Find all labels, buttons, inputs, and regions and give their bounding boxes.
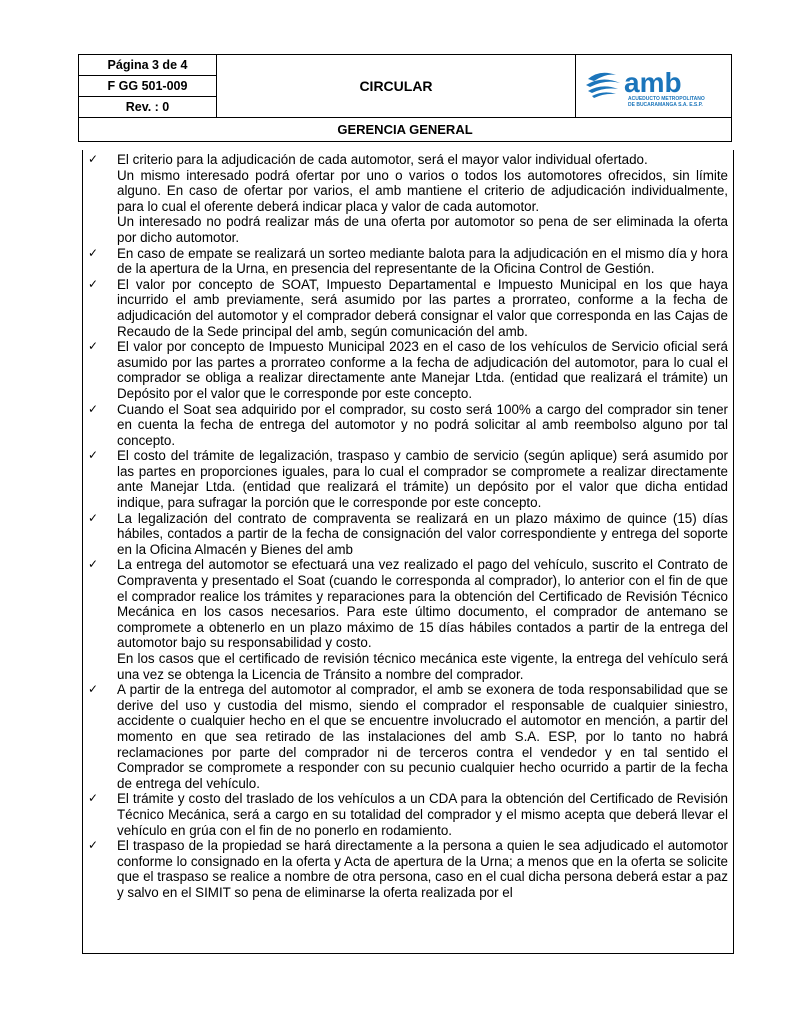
list-item bbox=[88, 682, 728, 791]
item-paragraph: En caso de empate se realizará un sorteo mediante balota para la adjudicación en el mismo día y hora de la apertura de la Urna, en presencia del representante de la Oficina Control de Gestión. bbox=[117, 245, 728, 277]
document-header bbox=[78, 54, 732, 142]
company-logo bbox=[576, 55, 732, 118]
checkmark-icon: ✓ bbox=[88, 510, 99, 525]
logo-subtitle-line2: DE BUCARAMANGA S.A. E.S.P. bbox=[627, 102, 703, 108]
document-code: F GG 501-009 bbox=[79, 76, 217, 97]
item-paragraph: Un interesado no podrá realizar más de una oferta por automotor so pena de ser eliminada la oferta por dicho automotor. bbox=[117, 214, 728, 245]
department-heading: GERENCIA GENERAL bbox=[79, 118, 732, 142]
list-item bbox=[88, 277, 728, 339]
list-item bbox=[88, 402, 728, 449]
list-item bbox=[88, 448, 728, 510]
item-paragraph: El costo del trámite de legalización, traspaso y cambio de servicio (según aplique) será asumido por las partes en proporciones iguales, para lo cual el comprador se compromete a realizar directamente ante Manejar Ltda. (entidad que realizará el trámite) un depósito por el valor que dicha entidad indique, para sufragar la porción que le corresponde por este concepto. bbox=[117, 448, 728, 511]
checkmark-icon: ✓ bbox=[88, 682, 99, 697]
item-paragraph: La legalización del contrato de compraventa se realizará en un plazo máximo de quince (15) días hábiles, contados a partir de la fecha de consignación del valor correspondiente y entrega del soporte en la Oficina Almacén y Bienes del amb bbox=[117, 510, 728, 557]
item-paragraph: El traspaso de la propiedad se hará directamente a la persona a quien le sea adjudicado el automotor conforme lo consignado en la oferta y Acta de apertura de la Urna; a menos que en la oferta se solicite que el traspaso se realice a nombre de otra persona, caso en el cual dicha persona deberá estar a paz y salvo en el SIMIT so pena de eliminarse la oferta realizada por el bbox=[117, 838, 728, 900]
list-item bbox=[88, 246, 728, 277]
list-item bbox=[88, 557, 728, 682]
checkmark-icon: ✓ bbox=[88, 401, 99, 416]
item-paragraph: En los casos que el certificado de revisión técnico mecánica este vigente, la entrega del vehículo será una vez se obtenga la Licencia de Tránsito a nombre del comprador. bbox=[117, 651, 728, 682]
checkmark-icon: ✓ bbox=[88, 448, 99, 463]
checkmark-icon: ✓ bbox=[88, 557, 99, 572]
checkmark-icon: ✓ bbox=[88, 791, 99, 806]
checkmark-icon: ✓ bbox=[88, 152, 99, 166]
checkmark-icon: ✓ bbox=[88, 245, 99, 260]
checkmark-icon: ✓ bbox=[88, 838, 99, 853]
item-paragraph: A partir de la entrega del automotor al comprador, el amb se exonera de toda responsabilidad que se derive del uso y custodia del mismo, siendo el comprador el responsable de cualquier siniestro, accidente o cualquier hecho en el que se encuentre involucrado el automotor en mención, a partir del momento en que sea retirado de las instalaciones del amb S.A. ESP, por lo tanto no habrá reclamaciones por parte del comprador ni de terceros contra el vendedor y en tal sentido el Comprador se compromete a responder con su pecunio cualquier hecho ocurrido a partir de la fecha de entrega del vehículo. bbox=[117, 682, 728, 791]
water-wave-icon bbox=[586, 73, 620, 98]
list-item bbox=[88, 511, 728, 558]
document-title: CIRCULAR bbox=[217, 55, 576, 118]
item-paragraph: El valor por concepto de Impuesto Municipal 2023 en el caso de los vehículos de Servicio oficial será asumido por las partes a prorrateo conforme a la fecha de adjudicación del automotor, para lo cual el comprador se obliga a realizar directamente ante Manejar Ltda. (entidad que realizará el trámite) un Depósito por el valor que le corresponde por este concepto. bbox=[117, 339, 728, 401]
revision-number: Rev. : 0 bbox=[79, 97, 217, 118]
checkmark-icon: ✓ bbox=[88, 276, 99, 291]
logo-wordmark: amb bbox=[623, 67, 682, 98]
list-item bbox=[88, 838, 728, 900]
checkmark-icon: ✓ bbox=[88, 339, 99, 354]
logo-subtitle-line1: ACUEDUCTO METROPOLITANO bbox=[627, 96, 705, 102]
list-item bbox=[88, 339, 728, 401]
item-paragraph: Cuando el Soat sea adquirido por el comprador, su costo será 100% a cargo del comprador sin tener en cuenta la fecha de entrega del automotor y no podrá solicitar al amb reembolso alguno por tal concepto. bbox=[117, 401, 728, 448]
item-paragraph: El criterio para la adjudicación de cada automotor, será el mayor valor individual ofertado. bbox=[117, 152, 648, 167]
item-paragraph: Un mismo interesado podrá ofertar por uno o varios o todos los automotores ofrecidos, sin límite alguno. En caso de ofertar por varios, el amb mantiene el criterio de adjudicación individualmente, para lo cual el oferente deberá indicar placa y valor de cada automotor. bbox=[117, 167, 728, 214]
list-item bbox=[88, 791, 728, 838]
item-paragraph: La entrega del automotor se efectuará una vez realizado el pago del vehículo, suscrito el Contrato de Compraventa y presentado el Soat (cuando le corresponda al comprador), lo anterior con el fin de que el comprador realice los trámites y reparaciones para la obtención del Certificado de Revisión Técnico Mecánica en los casos necesarios. Para este último documento, el comprador de antemano se compromete a obtenerlo en un plazo máximo de 15 días hábiles contados a partir de la entrega del automotor bajo su responsabilidad y costo. bbox=[117, 557, 728, 651]
conditions-list bbox=[88, 152, 728, 901]
list-item bbox=[88, 152, 728, 246]
item-paragraph: El trámite y costo del traslado de los vehículos a un CDA para la obtención del Certificado de Revisión Técnico Mecánica, será a cargo en su totalidad del comprador y el mismo acepta que deberá llevar el vehículo en grúa con el fin de no ponerlo en rodamiento. bbox=[117, 791, 728, 838]
item-paragraph: El valor por concepto de SOAT, Impuesto Departamental e Impuesto Municipal en los que haya incurrido el amb previamente, será asumido por las partes a prorrateo, conforme a la fecha de adjudicación del automotor y el comprador deberá consignar el valor que corresponda en las Cajas de Recaudo de la Sede principal del amb, según comunicación del amb. bbox=[117, 276, 728, 339]
page-number: Página 3 de 4 bbox=[79, 55, 217, 76]
